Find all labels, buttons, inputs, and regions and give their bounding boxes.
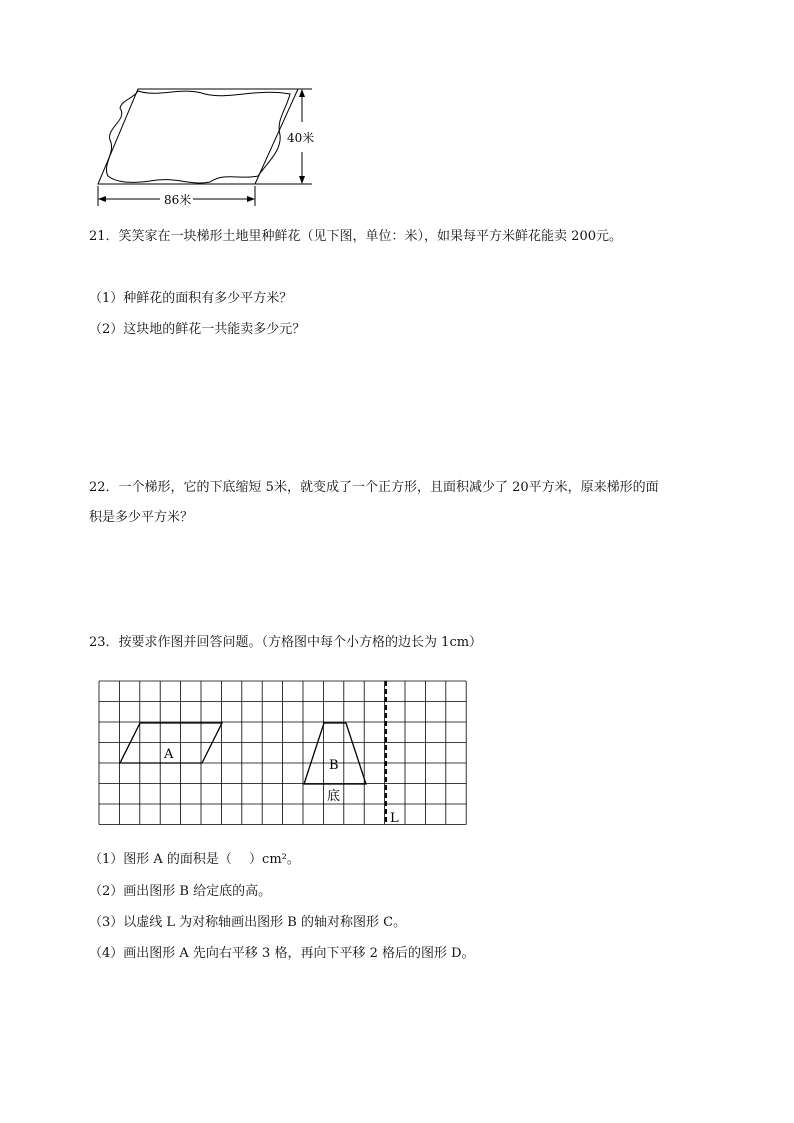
- question-23: 23．按要求作图并回答问题。（方格图中每个小方格的边长为 1cm）: [89, 635, 483, 650]
- base-marker-label: 底: [327, 789, 341, 804]
- square-grid-figure: [90, 672, 480, 838]
- question-23-part-4: （4）画出图形 A 先向右平移 3 格，再向下平移 2 格后的图形 D。: [89, 946, 475, 961]
- question-21-part-1: （1）种鲜花的面积有多少平方米？: [89, 291, 293, 306]
- shape-a-label: A: [164, 747, 174, 762]
- question-23-part-1: （1）图形 A 的面积是（ ）cm²。: [89, 852, 300, 867]
- parallelogram-field-figure: [90, 80, 330, 210]
- question-21: 21．笑笑家在一块梯形土地里种鲜花（见下图，单位：米），如果每平方米鲜花能卖 200元。: [89, 229, 622, 244]
- parallelogram-outline: [98, 89, 298, 184]
- base-label: 86米: [164, 193, 192, 207]
- question-22-line-1: 22．一个梯形，它的下底缩短 5米，就变成了一个正方形，且面积减少了 20平方米，原来梯形的面: [89, 480, 659, 495]
- shape-b-trapezoid: [304, 723, 366, 784]
- question-22-line-2: 积是多少平方米？: [89, 510, 194, 525]
- wavy-field-boundary: [106, 91, 290, 183]
- height-label: 40米: [287, 131, 315, 145]
- question-23-part-3: （3）以虚线 L 为对称轴画出图形 B 的轴对称图形 C。: [89, 915, 407, 930]
- axis-l-label: L: [390, 811, 399, 826]
- grid-lines: [99, 681, 466, 825]
- question-21-part-2: （2）这块地的鲜花一共能卖多少元？: [89, 322, 306, 337]
- question-23-part-2: （2）画出图形 B 给定底的高。: [89, 884, 272, 899]
- shape-b-label: B: [329, 758, 339, 773]
